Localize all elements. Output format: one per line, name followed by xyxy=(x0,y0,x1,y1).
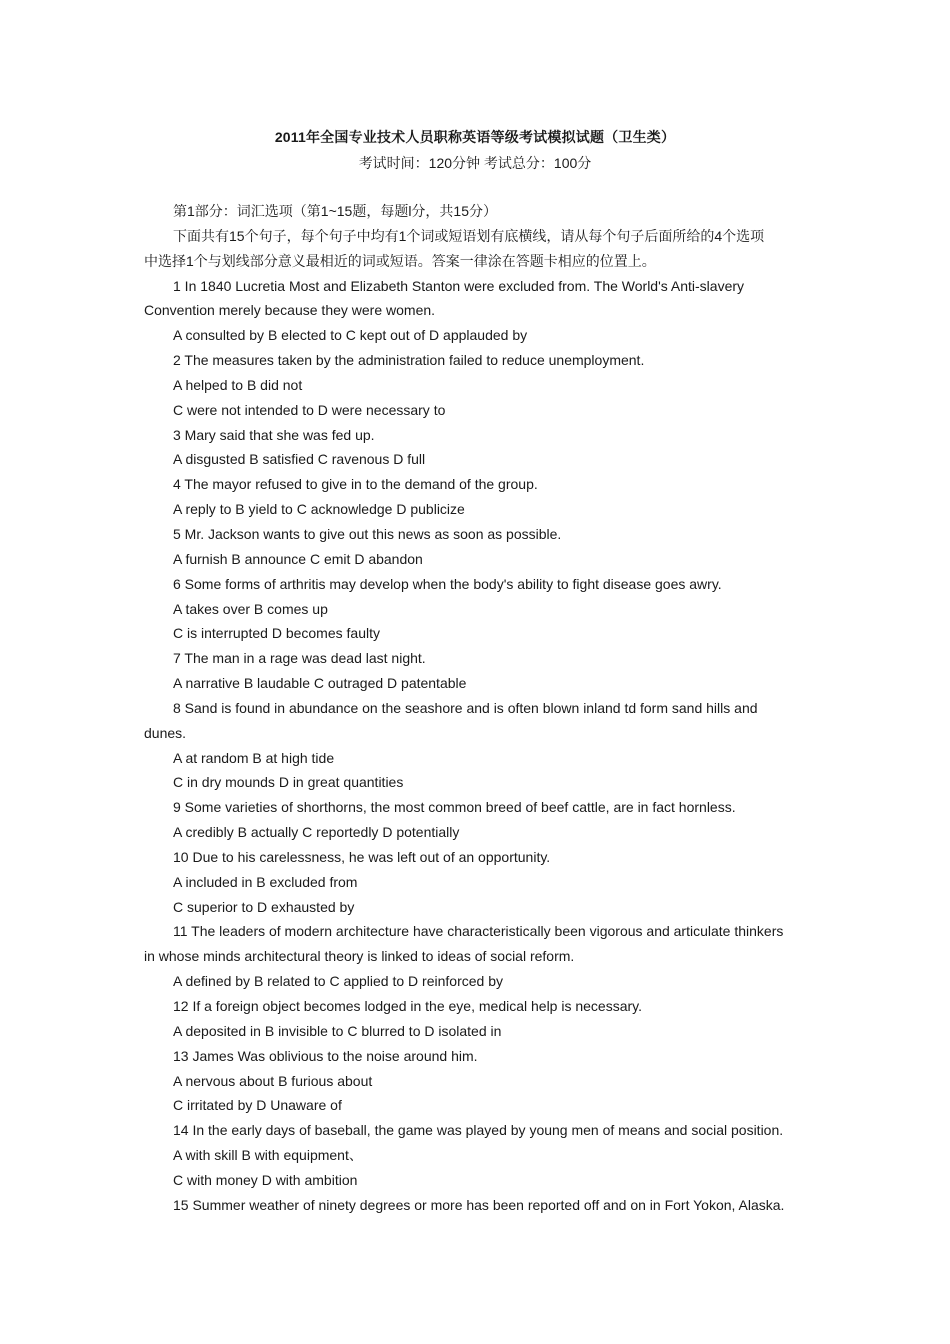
question-text: 4 The mayor refused to give in to the demand of the group. xyxy=(173,476,538,493)
answer-options: C irritated by D Unaware of xyxy=(173,1097,342,1114)
answer-options: C with money D with ambition xyxy=(173,1171,358,1188)
question-text: 14 In the early days of baseball, the game was played by young men of means and social position. xyxy=(173,1122,784,1139)
question-text: 13 James Was oblivious to the noise around him. xyxy=(173,1047,478,1064)
answer-options: C is interrupted D becomes faulty xyxy=(173,625,380,642)
answer-options: A consulted by B elected to C kept out of D applauded by xyxy=(173,327,528,344)
question-text: 8 Sand is found in abundance on the seashore and is often blown inland td form sand hills and xyxy=(173,699,758,716)
answer-options: C superior to D exhausted by xyxy=(173,898,355,915)
answer-options: A deposited in B invisible to C blurred to D isolated in xyxy=(173,1022,502,1039)
question-text: 7 The man in a rage was dead last night. xyxy=(173,650,426,667)
answer-options: A takes over B comes up xyxy=(173,600,328,617)
answer-options: A with skill B with equipment、 xyxy=(173,1147,363,1164)
answer-options: A helped to B did not xyxy=(173,376,303,393)
question-text: 1 In 1840 Lucretia Most and Elizabeth Stanton were excluded from. The World's Anti-slavery xyxy=(173,277,745,294)
answer-options: A disgusted B satisfied C ravenous D full xyxy=(173,451,426,468)
answer-options: A reply to B yield to C acknowledge D publicize xyxy=(173,501,465,518)
answer-options: A at random B at high tide xyxy=(173,749,335,766)
section-heading: 第1部分：词汇选项（第1~15题，每题l分，共15分） xyxy=(173,203,498,219)
answer-options: A defined by B related to C applied to D reinforced by xyxy=(173,973,503,990)
question-text-continued: Convention merely because they were women. xyxy=(144,302,436,319)
answer-options: A nervous about B furious about xyxy=(173,1072,373,1089)
document-body xyxy=(144,199,806,1218)
question-text: 6 Some forms of arthritis may develop when the body's ability to fight disease goes awry. xyxy=(173,575,722,592)
exam-info: 考试时间：120分钟 考试总分：100分 xyxy=(358,155,592,171)
question-text-continued: dunes. xyxy=(144,724,187,741)
answer-options: A credibly B actually C reportedly D potentially xyxy=(173,824,460,841)
answer-options: A included in B excluded from xyxy=(173,873,358,890)
question-text-continued: in whose minds architectural theory is linked to ideas of social reform. xyxy=(144,948,575,965)
instructions-line: 中选择1个与划线部分意义最相近的词或短语。答案一律涂在答题卡相应的位置上。 xyxy=(144,252,656,269)
question-text: 9 Some varieties of shorthorns, the most common breed of beef cattle, are in fact hornless. xyxy=(173,799,736,816)
question-text: 2 The measures taken by the administration failed to reduce unemployment. xyxy=(173,352,645,369)
question-text: 12 If a foreign object becomes lodged in the eye, medical help is necessary. xyxy=(173,998,643,1014)
answer-options: C in dry mounds D in great quantities xyxy=(173,774,404,791)
question-text: 3 Mary said that she was fed up. xyxy=(173,426,375,443)
question-text: 5 Mr. Jackson wants to give out this news as soon as possible. xyxy=(173,525,562,542)
question-text: 15 Summer weather of ninety degrees or more has been reported off and on in Fort Yokon, Alaska. xyxy=(173,1196,785,1213)
document-title: 2011年全国专业技术人员职称英语等级考试模拟试题（卫生类） xyxy=(274,129,676,145)
answer-options: C were not intended to D were necessary to xyxy=(173,401,446,418)
instructions-line: 下面共有15个句子，每个句子中均有1个词或短语划有底横线，请从每个句子后面所给的4个选项 xyxy=(173,227,765,244)
answer-options: A narrative B laudable C outraged D patentable xyxy=(173,675,467,692)
question-text: 11 The leaders of modern architecture have characteristically been vigorous and articulate thinkers xyxy=(173,923,784,940)
answer-options: A furnish B announce C emit D abandon xyxy=(173,550,423,567)
question-text: 10 Due to his carelessness, he was left out of an opportunity. xyxy=(173,848,551,865)
